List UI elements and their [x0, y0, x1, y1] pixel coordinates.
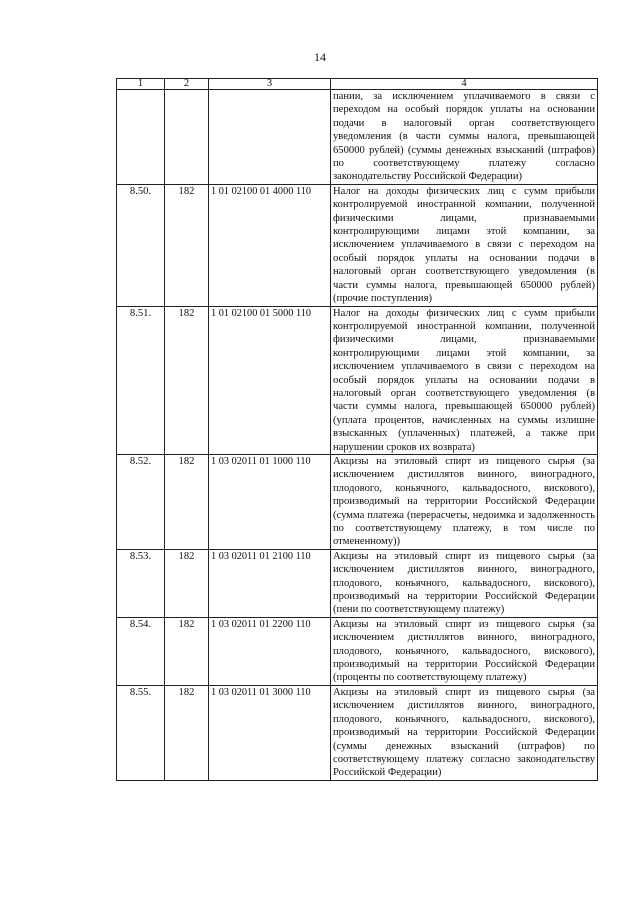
revenue-description: Налог на доходы физических лиц с сумм прибыли контролируемой иностранной компании, полученной физическими лицами, признаваемыми контролирующими лицами этой компании, за исключением уплачиваемого в связи с переходом на особый порядок уплаты на основании подачи в налоговый орган соответствующего уведомления (в части суммы налога, превышающей 650000 рублей) (уплата процентов, начисленных на суммы излишне взысканных (уплаченных) платежей, а также при нарушении сроков их возврата): [331, 306, 598, 454]
revenue-description: Налог на доходы физических лиц с сумм прибыли контролируемой иностранной компании, полученной физическими лицами, признаваемыми контролирующими лицами этой компании, за исключением уплачиваемого в связи с переходом на особый порядок уплаты на основании подачи в налоговый орган соответствующего уведомления (в части суммы налога, превышающей 650000 рублей) (прочие поступления): [331, 184, 598, 306]
admin-code: 182: [165, 184, 209, 306]
admin-code: 182: [165, 549, 209, 617]
table-row: [117, 90, 598, 185]
row-number: 8.53.: [117, 549, 165, 617]
table-header-row: [117, 79, 598, 90]
table-row: [117, 617, 598, 685]
budget-classification-code: 1 03 02011 01 3000 110: [209, 685, 331, 780]
table-row: [117, 184, 598, 306]
page-number: 14: [314, 50, 326, 64]
revenue-description: пании, за исключением уплачиваемого в связи с переходом на особый порядок уплаты на основании подачи в налоговый орган соответствующего уведомления (в части суммы налога, превышающей 650000 рублей) (суммы денежных взысканий (штрафов) по соответствующему платежу согласно законодательству Российской Федерации): [331, 90, 598, 185]
row-number: 8.54.: [117, 617, 165, 685]
admin-code: [165, 90, 209, 185]
budget-classification-code: 1 01 02100 01 5000 110: [209, 306, 331, 454]
column-header: 4: [331, 79, 598, 90]
budget-classification-code: [209, 90, 331, 185]
column-header: 1: [117, 79, 165, 90]
admin-code: 182: [165, 306, 209, 454]
column-header: 2: [165, 79, 209, 90]
admin-code: 182: [165, 454, 209, 549]
table-row: [117, 454, 598, 549]
admin-code: 182: [165, 617, 209, 685]
table-row: [117, 306, 598, 454]
table-row: [117, 549, 598, 617]
row-number: 8.52.: [117, 454, 165, 549]
budget-classification-code: 1 03 02011 01 2200 110: [209, 617, 331, 685]
revenue-description: Акцизы на этиловый спирт из пищевого сырья (за исключением дистиллятов винного, виноградного, плодового, коньячного, кальвадосного, вискового), производимый на территории Российской Федерации (сумма платежа (перерасчеты, недоимка и задолженность по соответствующему платежу, в том числе по отмененному)): [331, 454, 598, 549]
budget-classification-code: 1 01 02100 01 4000 110: [209, 184, 331, 306]
admin-code: 182: [165, 685, 209, 780]
revenue-description: Акцизы на этиловый спирт из пищевого сырья (за исключением дистиллятов винного, виноградного, плодового, коньячного, кальвадосного, вискового), производимый на территории Российской Федерации (пени по соответствующему платежу): [331, 549, 598, 617]
row-number: [117, 90, 165, 185]
revenue-description: Акцизы на этиловый спирт из пищевого сырья (за исключением дистиллятов винного, виноградного, плодового, коньячного, кальвадосного, вискового), производимый на территории Российской Федерации (суммы денежных взысканий (штрафов) по соответствующему платежу согласно законодательству Российской Федерации): [331, 685, 598, 780]
column-header: 3: [209, 79, 331, 90]
row-number: 8.51.: [117, 306, 165, 454]
budget-classification-code: 1 03 02011 01 2100 110: [209, 549, 331, 617]
budget-classification-code: 1 03 02011 01 1000 110: [209, 454, 331, 549]
row-number: 8.55.: [117, 685, 165, 780]
table-row: [117, 685, 598, 780]
revenue-description: Акцизы на этиловый спирт из пищевого сырья (за исключением дистиллятов винного, виноградного, плодового, коньячного, кальвадосного, вискового), производимый на территории Российской Федерации (проценты по соответствующему платежу): [331, 617, 598, 685]
row-number: 8.50.: [117, 184, 165, 306]
revenue-codes-table: [116, 78, 598, 781]
